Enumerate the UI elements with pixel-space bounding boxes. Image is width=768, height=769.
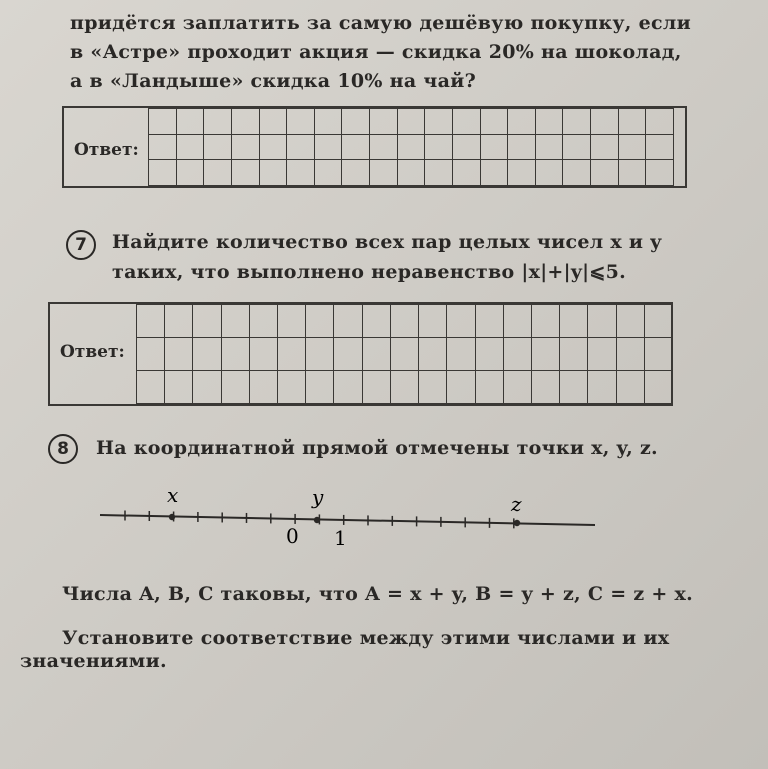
point-y (314, 517, 320, 523)
problem7-text-line2: таких, что выполнено неравенство |x|+|y|⩽5. (112, 261, 627, 283)
answer-cell[interactable] (363, 338, 391, 371)
answer-cell[interactable] (287, 160, 315, 186)
answer-box-6 (62, 106, 687, 188)
answer-cell[interactable] (645, 371, 673, 404)
answer-cell[interactable] (591, 160, 619, 186)
label-z: z (511, 492, 522, 516)
answer-cell[interactable] (508, 135, 536, 161)
answer-cell[interactable] (425, 109, 453, 135)
answer-cell[interactable] (165, 371, 193, 404)
answer-cell[interactable] (315, 109, 343, 135)
answer-cell[interactable] (204, 160, 232, 186)
answer-cell[interactable] (137, 338, 165, 371)
problem6-text-line2: в «Астре» проходит акция — скидка 20% на шоколад, (70, 41, 682, 63)
answer-cell[interactable] (646, 109, 674, 135)
answer-cell[interactable] (260, 160, 288, 186)
answer-cell[interactable] (532, 338, 560, 371)
answer-cell[interactable] (260, 109, 288, 135)
answer-cell[interactable] (617, 338, 645, 371)
problem7-line1-text: Найдите количество всех пар целых чисел x и y (112, 231, 662, 253)
answer-cell[interactable] (453, 160, 481, 186)
answer-cell[interactable] (334, 371, 362, 404)
answer-grid[interactable] (136, 304, 673, 404)
problem8-text-line2: Числа A, B, C таковы, что A = x + y, B = y + z, C = z + x. (62, 583, 694, 605)
answer-cell[interactable] (646, 135, 674, 161)
problem6-text-line3: а в «Ландыше» скидка 10% на чай? (70, 70, 477, 92)
answer-cell[interactable] (563, 160, 591, 186)
answer-cell[interactable] (617, 305, 645, 338)
answer-cell[interactable] (398, 160, 426, 186)
answer-cell[interactable] (481, 135, 509, 161)
answer-cell[interactable] (204, 135, 232, 161)
answer-cell[interactable] (278, 305, 306, 338)
answer-cell[interactable] (232, 160, 260, 186)
answer-cell[interactable] (504, 371, 532, 404)
point-x (169, 514, 175, 520)
answer-cell[interactable] (177, 160, 205, 186)
answer-cell[interactable] (398, 135, 426, 161)
answer-cell[interactable] (536, 135, 564, 161)
answer-cell[interactable] (619, 135, 647, 161)
answer-cell[interactable] (193, 305, 221, 338)
answer-cell[interactable] (563, 135, 591, 161)
answer-cell[interactable] (222, 305, 250, 338)
answer-cell[interactable] (315, 160, 343, 186)
label-x: x (167, 485, 179, 507)
answer-cell[interactable] (193, 371, 221, 404)
answer-cell[interactable] (481, 160, 509, 186)
answer-cell[interactable] (278, 338, 306, 371)
problem8-text-line4: значениями. (20, 650, 167, 672)
problem8-text-line3: Установите соответствие между этими числами и их (62, 627, 670, 649)
answer-cell[interactable] (370, 109, 398, 135)
answer-cell[interactable] (588, 305, 616, 338)
answer-cell[interactable] (453, 135, 481, 161)
point-z (514, 520, 520, 526)
answer-cell[interactable] (425, 160, 453, 186)
answer-cell[interactable] (250, 371, 278, 404)
answer-cell[interactable] (363, 371, 391, 404)
answer-cell[interactable] (193, 338, 221, 371)
answer-cell[interactable] (342, 135, 370, 161)
problem6-text-line1: придётся заплатить за самую дешёвую покупку, если (70, 12, 691, 34)
answer-cell[interactable] (425, 135, 453, 161)
problem7-text-line1 (112, 231, 662, 253)
answer-cell[interactable] (342, 160, 370, 186)
answer-cell[interactable] (370, 160, 398, 186)
answer-cell[interactable] (334, 305, 362, 338)
answer-cell[interactable] (447, 305, 475, 338)
answer-cell[interactable] (419, 305, 447, 338)
answer-cell[interactable] (419, 371, 447, 404)
answer-cell[interactable] (306, 371, 334, 404)
answer-cell[interactable] (447, 371, 475, 404)
answer-cell[interactable] (645, 338, 673, 371)
answer-cell[interactable] (250, 338, 278, 371)
answer-cell[interactable] (250, 305, 278, 338)
answer-cell[interactable] (306, 305, 334, 338)
answer-cell[interactable] (476, 371, 504, 404)
answer-cell[interactable] (137, 371, 165, 404)
answer-cell[interactable] (204, 109, 232, 135)
answer-cell[interactable] (137, 305, 165, 338)
label-zero: 0 (286, 524, 299, 548)
answer-cell[interactable] (260, 135, 288, 161)
answer-cell[interactable] (363, 305, 391, 338)
answer-cell[interactable] (560, 305, 588, 338)
answer-grid[interactable] (148, 108, 674, 186)
answer-cell[interactable] (591, 135, 619, 161)
answer-cell[interactable] (536, 160, 564, 186)
answer-cell[interactable] (508, 160, 536, 186)
answer-cell[interactable] (398, 109, 426, 135)
problem8-text-line1: На координатной прямой отмечены точки x, y, z. (96, 437, 658, 459)
answer-cell[interactable] (508, 109, 536, 135)
answer-cell[interactable] (370, 135, 398, 161)
answer-cell[interactable] (287, 135, 315, 161)
question-number-7: 7 (66, 230, 96, 260)
answer-cell[interactable] (391, 305, 419, 338)
answer-cell[interactable] (447, 338, 475, 371)
answer-label: Ответ: (74, 140, 139, 160)
answer-label: Ответ: (60, 342, 125, 362)
question-number-8: 8 (48, 434, 78, 464)
answer-cell[interactable] (588, 338, 616, 371)
answer-cell[interactable] (149, 160, 177, 186)
answer-cell[interactable] (591, 109, 619, 135)
answer-cell[interactable] (419, 338, 447, 371)
answer-cell[interactable] (532, 371, 560, 404)
answer-cell[interactable] (619, 160, 647, 186)
label-one: 1 (334, 526, 347, 550)
answer-cell[interactable] (617, 371, 645, 404)
answer-cell[interactable] (532, 305, 560, 338)
answer-cell[interactable] (646, 160, 674, 186)
label-y: y (312, 485, 324, 509)
answer-cell[interactable] (222, 371, 250, 404)
answer-cell[interactable] (278, 371, 306, 404)
answer-cell[interactable] (232, 109, 260, 135)
answer-cell[interactable] (165, 338, 193, 371)
answer-cell[interactable] (177, 109, 205, 135)
answer-cell[interactable] (165, 305, 193, 338)
answer-cell[interactable] (391, 338, 419, 371)
answer-cell[interactable] (222, 338, 250, 371)
answer-cell[interactable] (504, 305, 532, 338)
answer-cell[interactable] (149, 135, 177, 161)
answer-cell[interactable] (287, 109, 315, 135)
answer-cell[interactable] (563, 109, 591, 135)
answer-cell[interactable] (334, 338, 362, 371)
answer-cell[interactable] (315, 135, 343, 161)
answer-cell[interactable] (645, 305, 673, 338)
answer-cell[interactable] (481, 109, 509, 135)
answer-cell[interactable] (560, 371, 588, 404)
answer-cell[interactable] (232, 135, 260, 161)
answer-cell[interactable] (177, 135, 205, 161)
coordinate-line (95, 485, 605, 550)
answer-cell[interactable] (342, 109, 370, 135)
answer-cell[interactable] (476, 305, 504, 338)
answer-cell[interactable] (453, 109, 481, 135)
answer-cell[interactable] (149, 109, 177, 135)
answer-cell[interactable] (619, 109, 647, 135)
answer-box-7 (48, 302, 673, 406)
answer-cell[interactable] (536, 109, 564, 135)
answer-cell[interactable] (306, 338, 334, 371)
answer-cell[interactable] (504, 338, 532, 371)
answer-cell[interactable] (476, 338, 504, 371)
answer-cell[interactable] (391, 371, 419, 404)
answer-cell[interactable] (588, 371, 616, 404)
answer-cell[interactable] (560, 338, 588, 371)
